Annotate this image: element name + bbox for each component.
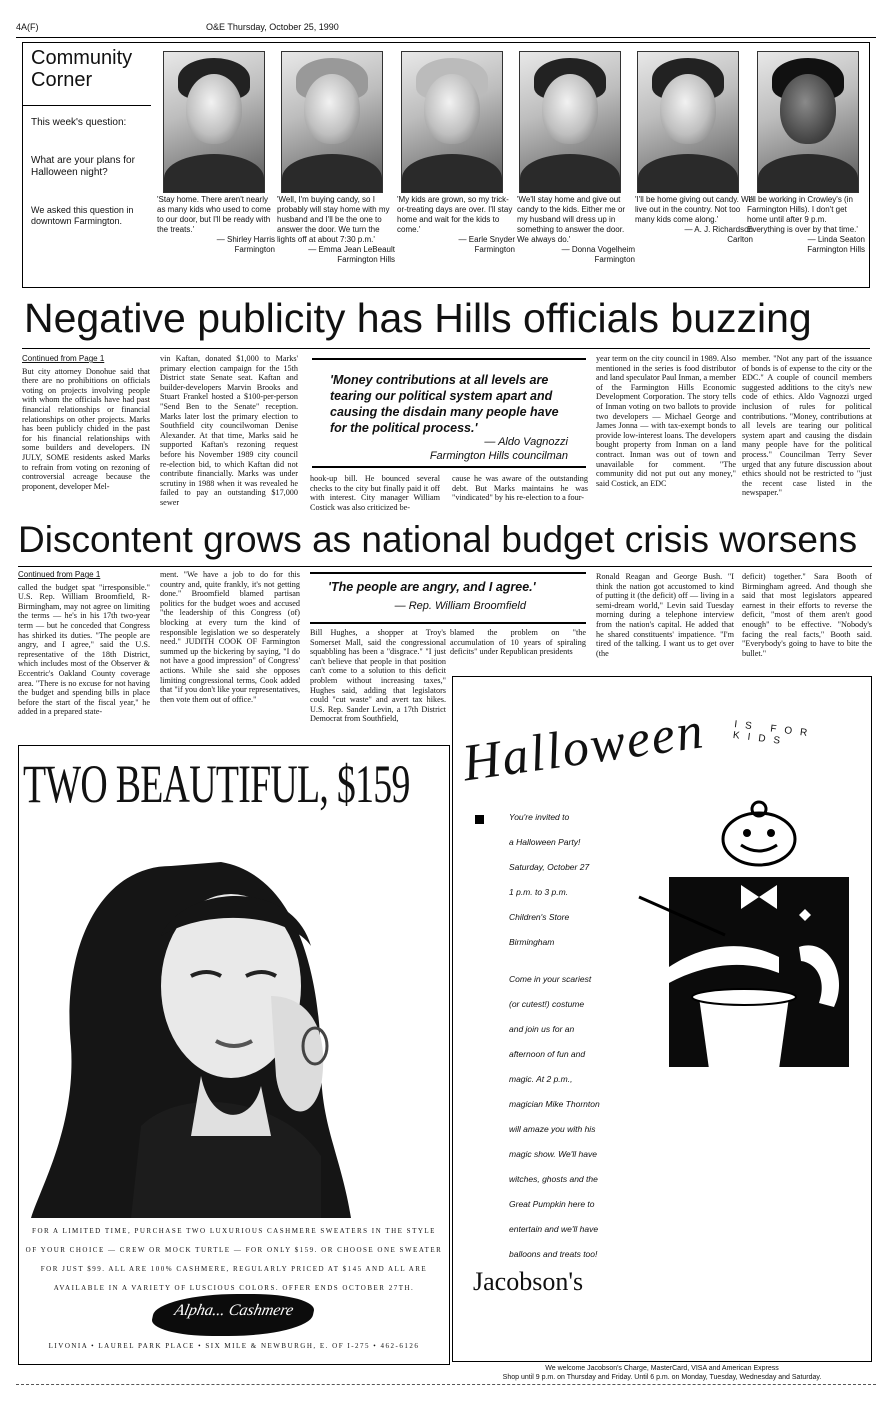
- story2-col4: blamed the problem on "the accumulation of 10 years of spiraling deficits" under Republican presidents: [450, 628, 586, 657]
- halloween-script: Halloween: [459, 702, 709, 793]
- story1-col3: hook-up bill. He bounced several checks to the city but finally paid it off with interest. City manager William Costick was also criticized be-: [310, 474, 440, 512]
- story1-col6: member. "Not any part of the issuance of bonds is of expense to the city or the EDC." A couple of council members suggested additions to the city's new code of ethics. Aldo Vagnozzi urged inclusion of rules for political contributions. "Money, contributions at all levels are tearing our political system apart and causing the disdain many people have for the political process." Councilman Terry Sever urged that any future discussion about ethics should not be restricted to "just the recent case listed in the newspaper.": [742, 354, 872, 498]
- intro-rule: [23, 105, 151, 106]
- pumpkin-magician-illustration: [629, 777, 865, 1077]
- page-folio: [16, 22, 876, 36]
- portrait-photo: [637, 51, 739, 193]
- story1-col4: cause he was aware of the outstanding debt. But Marks maintains he was "vindicated" by his re-election to a four-: [452, 474, 588, 503]
- cashmere-headline: TWO BEAUTIFUL, $159: [23, 754, 410, 814]
- story2-rule: [18, 566, 872, 567]
- story2-pull-quote: 'The people are angry, and I agree.' — Rep. William Broomfield: [310, 572, 586, 624]
- question-label: This week's question:: [31, 117, 127, 128]
- story1-col2: vin Kaftan, donated $1,000 to Marks' primary election campaign for the 15th District state Senate seat. Kaftan and builder-developers Marvin Brooks and Stuart Frankel hosted a $100-per-person "Send Ben to the Senate" reception. Marks later lost the primary election to Southfield city councilwoman Denise Alexander. At that time, Marks said he supported Kaftan's rezoning request before his November 1989 city council re-election bid, to which Kaftan did not contribute financially. Marks was under scrutiny in 1988 when it was revealed he failed to pay an outstanding $17,000 sewer: [160, 354, 298, 507]
- portrait-photo: [281, 51, 383, 193]
- response-quote: 'Stay home. There aren't nearly as many kids who used to come to our door, but I'll be ready with the treats.' — Shirley Harris Farmington: [157, 195, 275, 254]
- model-photo: [21, 826, 447, 1218]
- cashmere-footer: LIVONIA • LAUREL PARK PLACE • SIX MILE & NEWBURGH, E. OF I-275 • 462-6126: [48, 1342, 420, 1350]
- story1-pull-quote: 'Money contributions at all levels are tearing our political system apart and causing the disdain many people have for the political process.' — Aldo Vagnozzi Farmington Hills councilman: [312, 358, 586, 468]
- portrait-photo: [757, 51, 859, 193]
- invitation-text: You're invited to a Halloween Party! Saturday, October 27 1 p.m. to 3 p.m. Children's Store Birmingham Come in your scariest (or cutest!) costume and join us for an afternoon of fun and magic. At 2 p.m., magician Mike Thornton will amaze you with his magic show. We'll have witches, ghosts and the Great Pumpkin here to entertain and we'll have balloons and treats too!: [509, 812, 600, 1259]
- story1-kicker: Continued from Page 1: [22, 354, 105, 363]
- response-quote: 'I'll be home giving out candy. We live out in the country. Not too many kids come along.' — A. J. Richardson Carlton: [635, 195, 753, 244]
- story1-rule: [22, 348, 870, 349]
- story2-col6: deficit) together." Sara Booth of Birmingham agreed. And though she said that most legislators appeared earnest in their efforts to reverse the deficit, "most of them aren't good enough" to be effective. "Nobody's facing the real facts," Booth said. "Everybody's going to have to bite the bullet.": [742, 572, 872, 658]
- response-quote: 'Well, I'm buying candy, so I probably will stay home with my husband and I'll be the one to answer the door. We turn the lights off at about 7:30 p.m.' — Emma Jean LeBeault Farmington Hills: [277, 195, 395, 264]
- community-corner-intro: [23, 43, 151, 287]
- cashmere-logo: [149, 1294, 318, 1336]
- jacobsons-footer: We welcome Jacobson's Charge, MasterCard, VISA and American Express Shop until 9 p.m. on Thursday and Friday. Until 6 p.m. on Monday, Tuesday, Wednesday and Saturday.: [502, 1365, 822, 1381]
- asked-where: We asked this question in downtown Farmington.: [31, 205, 134, 226]
- page-bottom-rule: [16, 1384, 876, 1385]
- response-quote: 'I'll be working in Crowley's (in Farmington Hills). I don't get home until after 9 p.m. Everything is over by that time.' — Linda Seaton Farmington Hills: [747, 195, 865, 254]
- story2-headline: Discontent grows as national budget crisis worsens: [18, 519, 858, 560]
- cashmere-logo-text: Alpha... Cashmere: [172, 1302, 296, 1319]
- response-quote: 'My kids are grown, so my trick-or-treating days are over. I'll stay home and wait for the kids to come.' — Earle Snyder Farmington: [397, 195, 515, 254]
- story2-col5: Ronald Reagan and George Bush. "I think the nation got accustomed to kind of putting it (the deficit) off — living in a semi-dream world," Levin said Tuesday morning during a telephone interview from the nation's capital. He added that he shared constituents' impatience. "I'm tired of the talking. I want us to get over (the: [596, 572, 734, 658]
- story1-col5: year term on the city council in 1989. Also mentioned in the series is food distributor and land speculator Paul Inman, a member of the Farmington Hills Economic Development Corporation. The story tells of Inman voting on two ballots to provide two developers — Michael George and James Jonna — with tax-exempt bonds to provide low-interest loans. The developers bought property from Inman on a land contract. Inman was out of town and unavailable for comment. "The community did not put out any money," said Costick, an EDC: [596, 354, 736, 488]
- portrait-photo: [519, 51, 621, 193]
- cashmere-copy: FOR A LIMITED TIME, PURCHASE TWO LUXURIOUS CASHMERE SWEATERS IN THE STYLE OF YOUR CHOICE — CREW OR MOCK TURTLE — FOR ONLY $159. OR CHOOSE ONE SWEATER FOR JUST $99. ALL ARE 100% CASHMERE, REGULARLY PRICED AT $145 AND ALL ARE AVAILABLE IN A VARIETY OF LUSCIOUS COLORS. OFFER ENDS OCTOBER 27TH.: [25, 1227, 443, 1292]
- is-for-kids-tag: IS FOR KIDS: [732, 719, 816, 748]
- dateline: O&E Thursday, October 25, 1990: [206, 22, 339, 32]
- story2-col3: Bill Hughes, a shopper at Troy's Somerset Mall, said the congressional squabbling has been a "disgrace." "I just can't believe that people in that position can't come to a solution to this deficit problem without increasing taxes," Hughes said, adding that legislators could "cut waste" and avert tax hikes. U.S. Rep. Sander Levin, a 17th District Democrat from Southfield,: [310, 628, 446, 724]
- story1-col1: Continued from Page 1 But city attorney Donohue said that there are no prohibitions on officials voting on projects involving people with whom the officials have had past financial relationships or financial relationships on other projects. Marks has been publicly chided in the past for his financial relationships with some builders and developers. IN JULY, SOME residents asked Marks to refrain from voting on rezoning of controversial acreage because the proponent, developer Mel-: [22, 354, 150, 491]
- story2-col2: ment. "We have a job to do for this country and, quite frankly, it's not getting done." Broomfield blamed partisan politics for the budget woes and accused "the leadership of this Congress (of) blocking at every turn the kind of responsible legislation we so desperately need." JUDITH COOK OF Farmington summed up the bickering by saying, "I do not have a good impression" of Congress' actions. While she said she opposes limiting congressional terms, Cook added that "if you don't like your representatives, then vote them out of office.": [160, 570, 300, 704]
- story1-headline: Negative publicity has Hills officials buzzing: [24, 295, 812, 341]
- ad-cashmere: [18, 745, 450, 1365]
- community-corner: [22, 42, 870, 288]
- ad-halloween: [452, 676, 872, 1362]
- response-quote: 'We'll stay home and give out candy to the kids. Either me or my husband will dress up in something to answer the door. We always do.' — Donna Vogelheim Farmington: [517, 195, 635, 264]
- question-text: What are your plans for Halloween night?: [31, 155, 135, 178]
- community-corner-title: Community Corner: [31, 47, 133, 91]
- folio-rule: [16, 37, 876, 38]
- story2-kicker: Continued from Page 1: [18, 570, 101, 579]
- portrait-photo: [401, 51, 503, 193]
- story2-col1: Continued from Page 1 called the budget spat "irresponsible." U.S. Rep. William Broomfield, R-Birmingham, may not agree on limiting the terms — he's in his 17th two-year term — but he conceded that Congress has shirked its duties. "The people are angry, and I agree," said the U.S. representative of the 18th District, which includes most of the Observer & Eccentric's Oakland County coverage area. "There is no excuse for not having the budget and spending bills in place before the start of the fiscal year," he added in a prepared state-: [18, 570, 150, 717]
- jacobsons-logo: Jacobson's: [473, 1267, 584, 1296]
- portrait-photo: [163, 51, 265, 193]
- bullet-square: [475, 815, 484, 824]
- page-number: 4A(F): [16, 22, 39, 32]
